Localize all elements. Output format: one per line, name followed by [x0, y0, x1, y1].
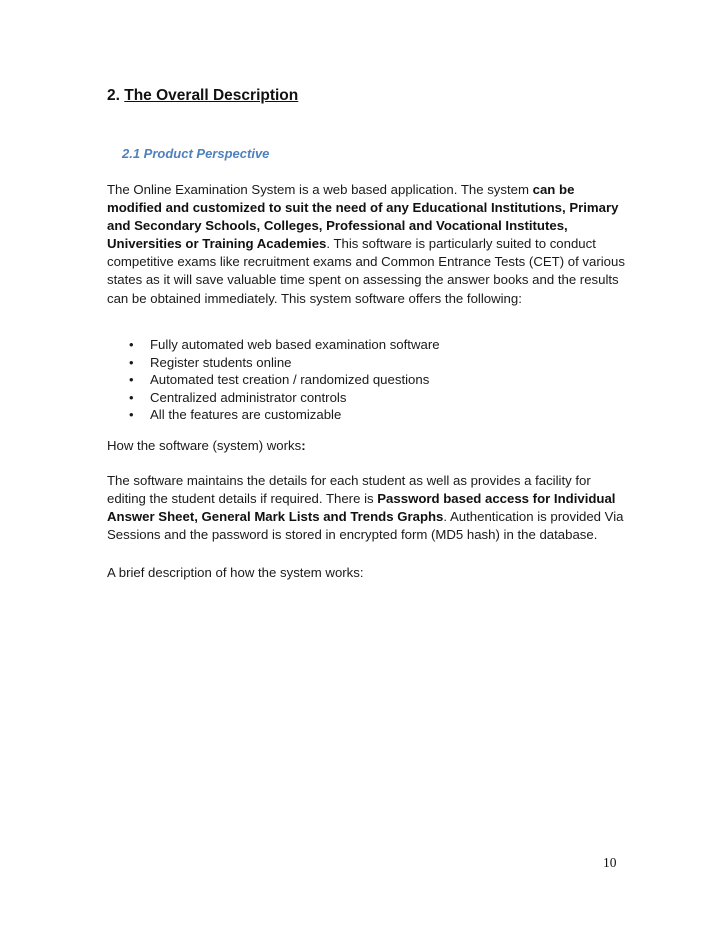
- how-it-works-colon: :: [301, 438, 306, 453]
- list-item-text: All the features are customizable: [150, 407, 342, 422]
- subsection-heading: 2.1 Product Perspective: [122, 146, 270, 161]
- list-item: [107, 336, 440, 354]
- details-text-1: The software maintains the details for each student as well as provides a facility for editing the student details if required. There is: [107, 473, 591, 507]
- bullet-icon: •: [129, 337, 134, 352]
- bullet-icon: •: [129, 354, 134, 370]
- bullet-icon: •: [129, 407, 134, 422]
- list-item: [107, 406, 440, 424]
- bullet-icon: •: [129, 389, 134, 405]
- section-title: The Overall Description: [124, 87, 299, 104]
- page-number: 10: [603, 855, 617, 870]
- list-item: [107, 354, 440, 372]
- list-item-text: Centralized administrator controls: [150, 389, 347, 405]
- brief-description-line: A brief description of how the system works:: [107, 565, 364, 580]
- details-text-2: . Authentication is provided Via Sessions and the password is stored in encrypted form (MD5 hash) in the database.: [107, 509, 624, 543]
- list-item-text: Automated test creation / randomized questions: [150, 372, 430, 387]
- list-item-text: Fully automated web based examination software: [150, 337, 440, 352]
- how-it-works-heading: [107, 437, 627, 455]
- bullet-icon: •: [129, 372, 134, 387]
- list-item: [107, 371, 440, 389]
- list-item-text: Register students online: [150, 354, 292, 370]
- intro-bold-text: can be modified and customized to suit the need of any Educational Institutions, Primary and Secondary Schools, Colleges, Professional and Vocational Institutes, Universities or Training Academies: [107, 182, 619, 252]
- how-it-works-text: How the software (system) works: [107, 438, 302, 453]
- intro-text-1: The Online Examination System is a web based application. The system: [107, 182, 533, 197]
- details-paragraph: [107, 472, 627, 544]
- intro-paragraph: [107, 181, 627, 308]
- section-number: 2.: [107, 87, 120, 104]
- feature-list: [107, 336, 440, 424]
- details-bold-text: Password based access for Individual Answer Sheet, General Mark Lists and Trends Graphs: [107, 491, 616, 525]
- intro-text-2: . This software is particularly suited to conduct competitive exams like recruitment exams and Common Entrance Tests (CET) of various states as it will save valuable time spent on assessing the answer books and the results can be obtained immediately. This system software offers the following:: [107, 236, 625, 306]
- list-item: [107, 389, 440, 407]
- section-heading: [107, 87, 298, 105]
